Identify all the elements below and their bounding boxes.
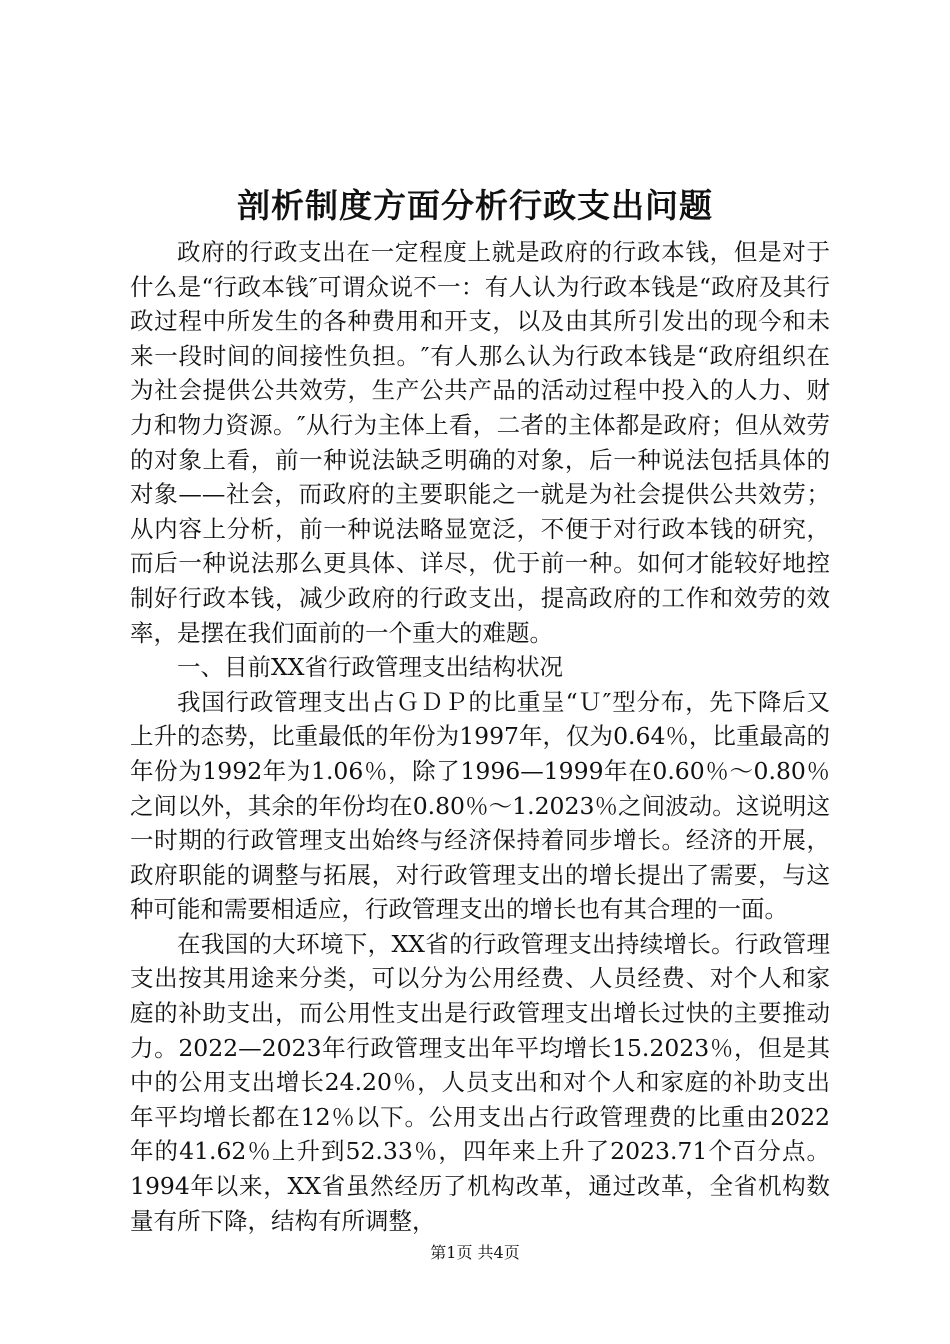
document-title: 剖析制度方面分析行政支出问题 [237, 186, 713, 225]
paragraph-intro: 政府的行政支出在一定程度上就是政府的行政本钱，但是对于什么是“行政本钱″可谓众说不一：有人认为行政本钱是“政府及其行政过程中所发生的各种费用和开支，以及由其所引发出的现今和未来一段时间的间接性负担。″有人那么认为行政本钱是“政府组织在为社会提供公共效劳，生产公共产品的活动过程中投入的人力、财力和物力资源。″从行为主体上看，二者的主体都是政府；但从效劳的对象上看，前一种说法缺乏明确的对象，后一种说法包括具体的对象——社会，而政府的主要职能之一就是为社会提供公共效劳；从内容上分析，前一种说法略显宽泛，不便于对行政本钱的研究，而后一种说法那么更具体、详尽，优于前一种。如何才能较好地控制好行政本钱，减少政府的行政支出，提高政府的工作和效劳的效率，是摆在我们面前的一个重大的难题。 [130, 238, 830, 647]
paragraph-national-trend: 我国行政管理支出占ＧＤＰ的比重呈“Ｕ″型分布，先下降后又上升的态势，比重最低的年份为1997年，仅为0.64％，比重最高的年份为1992年为1.06％，除了1996—1999年在0.60％～0.80％之间以外，其余的年份均在0.80％～1.2023％之间波动。这说明这一时期的行政管理支出始终与经济保持着同步增长。经济的开展，政府职能的调整与拓展，对行政管理支出的增长提出了需要，与这种可能和需要相适应，行政管理支出的增长也有其合理的一面。 [130, 687, 830, 924]
document-body [130, 235, 830, 1238]
page-number: 第1页 共4页 [430, 1243, 520, 1262]
section-heading: 一、目前XX省行政管理支出结构状况 [177, 653, 563, 682]
paragraph-province-growth: 在我国的大环境下，XX省的行政管理支出持续增长。行政管理支出按其用途来分类，可以分为公用经费、人员经费、对个人和家庭的补助支出，而公用性支出是行政管理支出增长过快的主要推动力。2022—2023年行政管理支出年平均增长15.2023％，但是其中的公用支出增长24.20％，人员支出和对个人和家庭的补助支出年平均增长都在12％以下。公用支出占行政管理费的比重由2022年的41.62％上升到52.33％，四年来上升了2023.71个百分点。1994年以来，XX省虽然经历了机构改革，通过改革，全省机构数量有所下降，结构有所调整， [130, 929, 830, 1235]
